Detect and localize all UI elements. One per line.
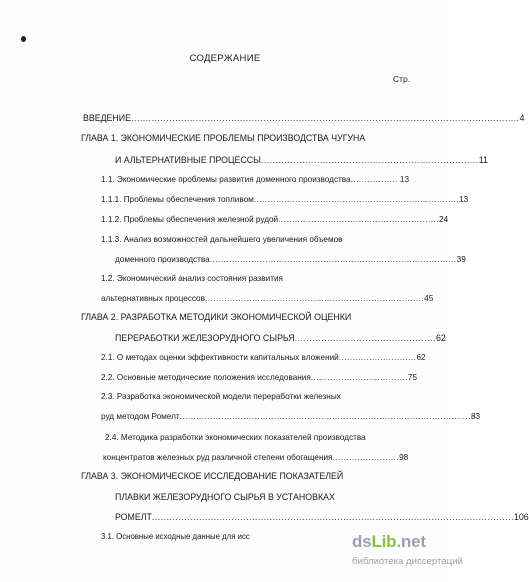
toc-entry: ГЛАВА 3. ЭКОНОМИЧЕСКОЕ ИССЛЕДОВАНИЕ ПОКАЗАТЕЛЕЙ: [81, 471, 344, 481]
toc-entry: 2.2. Основные методические положения исследования ................................... 75: [101, 373, 418, 382]
toc-entry: 1.1. Экономические проблемы развития доменного производства ................. 13: [101, 175, 409, 184]
toc-entry: ПЕРЕРАБОТКИ ЖЕЛЕЗОРУДНОГО СЫРЬЯ ................................................ 62: [115, 333, 446, 343]
toc-entry: 2.4. Методика разработки экономических показателей производства: [105, 433, 366, 442]
toc-entry: 2.1. О методах оценки эффективности капитальных вложений ............................ 62: [101, 353, 426, 362]
toc-entry: 1.2. Экономический анализ состояния развития: [101, 274, 283, 283]
toc-entry: доменного производства ......................................................................................... 39: [115, 255, 466, 264]
scan-mark: [21, 36, 26, 42]
toc-entry: 2.3. Разработка экономической модели переработки железных: [101, 392, 341, 401]
toc-entry: ГЛАВА 2. РАЗРАБОТКА МЕТОДИКИ ЭКОНОМИЧЕСКОЙ ОЦЕНКИ: [81, 312, 352, 322]
toc-entry: 1.1.3. Анализ возможностей дальнейшего увеличения объемов: [101, 235, 343, 244]
dslib-watermark: [352, 532, 463, 582]
toc-entry: ГЛАВА 1. ЭКОНОМИЧЕСКИЕ ПРОБЛЕМЫ ПРОИЗВОДСТВА ЧУГУНА: [81, 133, 366, 143]
toc-entry: ВВЕДЕНИЕ .................................................................................................................................... 4: [83, 113, 525, 123]
toc-entry: альтернативных процессов ............................................................................... 45: [101, 294, 434, 303]
toc-entry: руд методом Ромелт ......................................................................................................... 83: [101, 412, 481, 421]
toc-entry: ПЛАВКИ ЖЕЛЕЗОРУДНОГО СЫРЬЯ В УСТАНОВКАХ: [115, 492, 335, 502]
toc-entry: 1.1.2. Проблемы обеспечения железной рудой .......................................................... 24: [101, 215, 449, 224]
dslib-subtitle: библиотека диссертаций: [352, 556, 463, 567]
dslib-logo: dsLib.net: [352, 532, 426, 551]
toc-entry: концентратов железных руд различной степени обогащения ........................ 98: [103, 453, 409, 462]
toc-entry: РОМЕЛТ ........................................................................................................................... 106: [115, 512, 529, 522]
toc-entry: И АЛЬТЕРНАТИВНЫЕ ПРОЦЕССЫ .......................................................................... 11: [115, 155, 488, 165]
page-column-label: Стр.: [393, 74, 411, 84]
toc-title: СОДЕРЖАНИЕ: [189, 53, 261, 64]
toc-entry: 1.1.1. Проблемы обеспечения топливом .......................................................................... 13: [101, 195, 469, 204]
toc-entry: 3.1. Основные исходные данные для исс: [101, 532, 250, 541]
